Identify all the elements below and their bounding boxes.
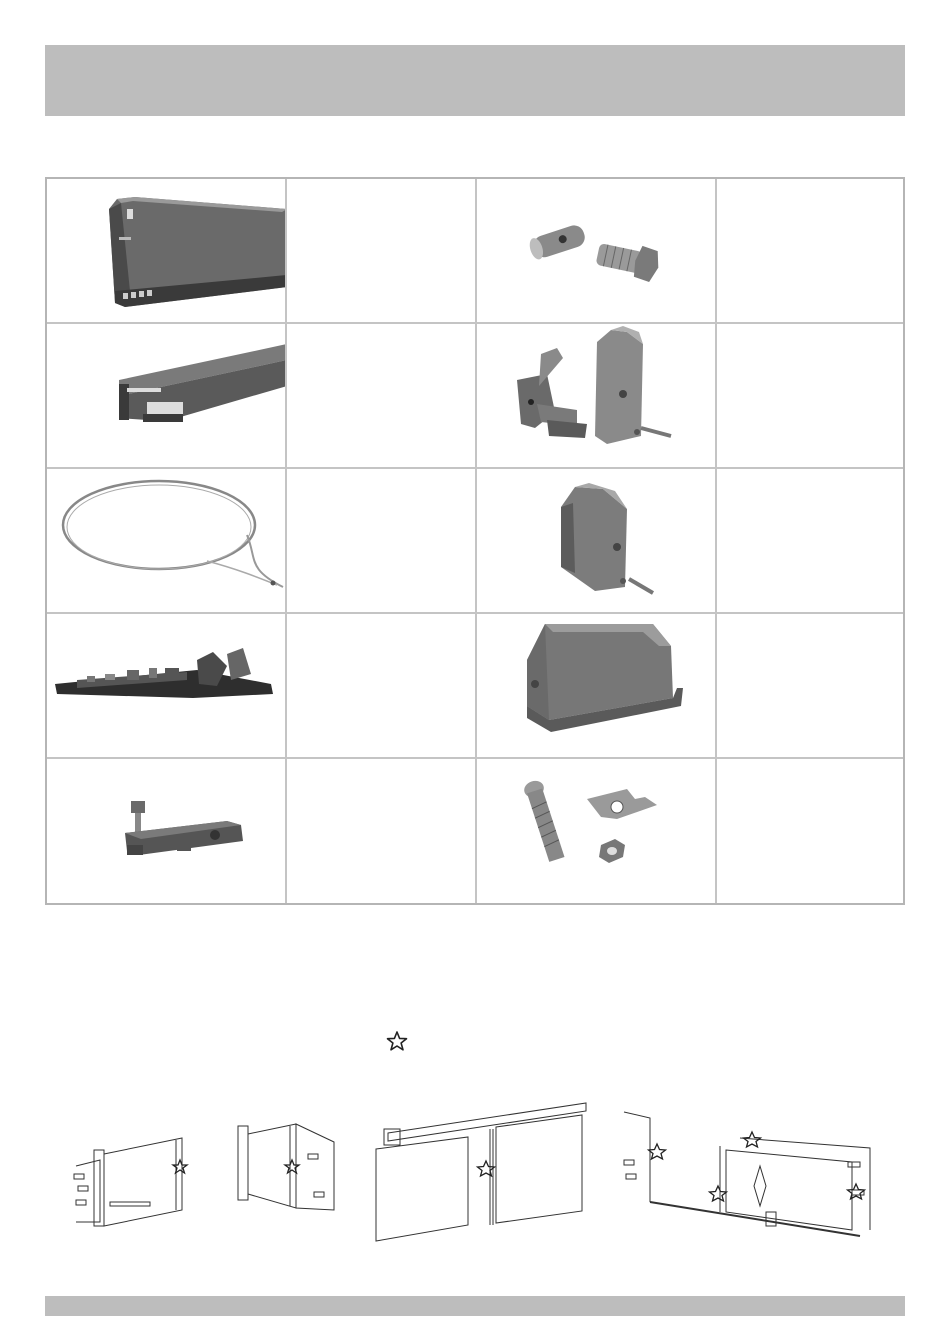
part-cell-rail-profile <box>47 179 285 322</box>
swing-gate-icon <box>70 1130 190 1230</box>
part-cell-guide-rail <box>47 324 285 467</box>
parts-table <box>45 177 905 905</box>
pin-bolt-icon <box>477 179 715 322</box>
cable-icon <box>47 469 285 612</box>
part-cell-adjusting-arm <box>47 759 285 902</box>
footer-band <box>45 1296 905 1316</box>
table-divider <box>715 179 717 903</box>
release-lever-icon <box>477 324 715 467</box>
table-divider <box>285 179 287 903</box>
bracket-icon <box>477 469 715 612</box>
header-band <box>45 45 905 116</box>
part-cell-screw-nut <box>477 759 715 902</box>
part-cell-pin-bolt <box>477 179 715 322</box>
double-swing-gate-icon <box>232 1118 342 1218</box>
screw-nut-icon <box>477 759 715 902</box>
part-cell-release-lever <box>477 324 715 467</box>
part-cell-end-cap <box>477 614 715 757</box>
control-board-icon <box>47 614 285 757</box>
part-cell-cable <box>47 469 285 612</box>
guide-rail-icon <box>47 324 285 467</box>
end-cap-icon <box>477 614 715 757</box>
sliding-gate-icon <box>620 1108 882 1243</box>
star-icon <box>386 1030 408 1052</box>
sliding-door-icon <box>368 1095 590 1245</box>
adjusting-arm-icon <box>47 759 285 902</box>
rail-profile-icon <box>47 179 285 322</box>
part-cell-control-board <box>47 614 285 757</box>
part-cell-bracket <box>477 469 715 612</box>
